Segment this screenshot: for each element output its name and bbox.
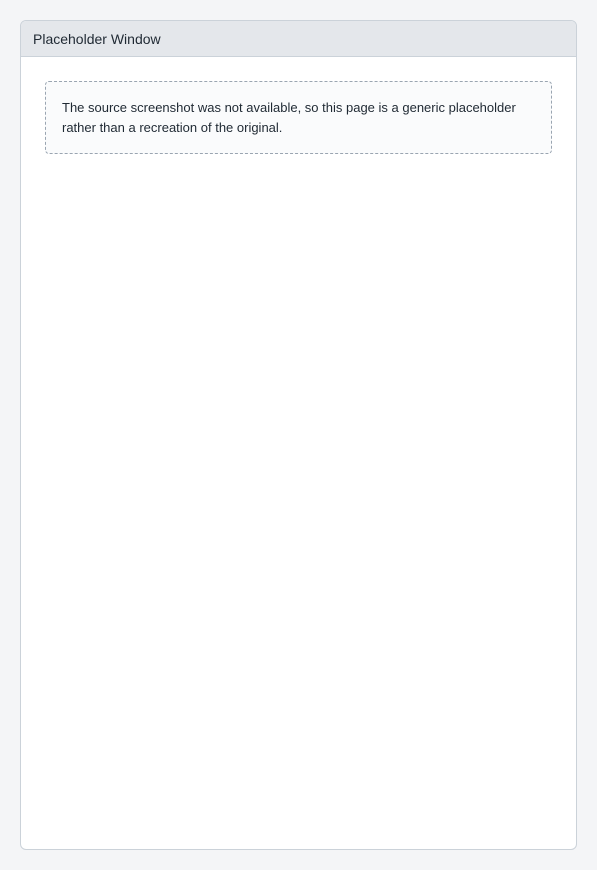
placeholder-notice [45, 81, 552, 154]
main-content [21, 57, 576, 178]
window-title: Placeholder Window [33, 30, 161, 47]
app-window [20, 20, 577, 850]
placeholder-notice-text: The source screenshot was not available, so this page is a generic placeholder rather than a recreation of the original. [62, 100, 516, 135]
window-titlebar [21, 21, 576, 57]
